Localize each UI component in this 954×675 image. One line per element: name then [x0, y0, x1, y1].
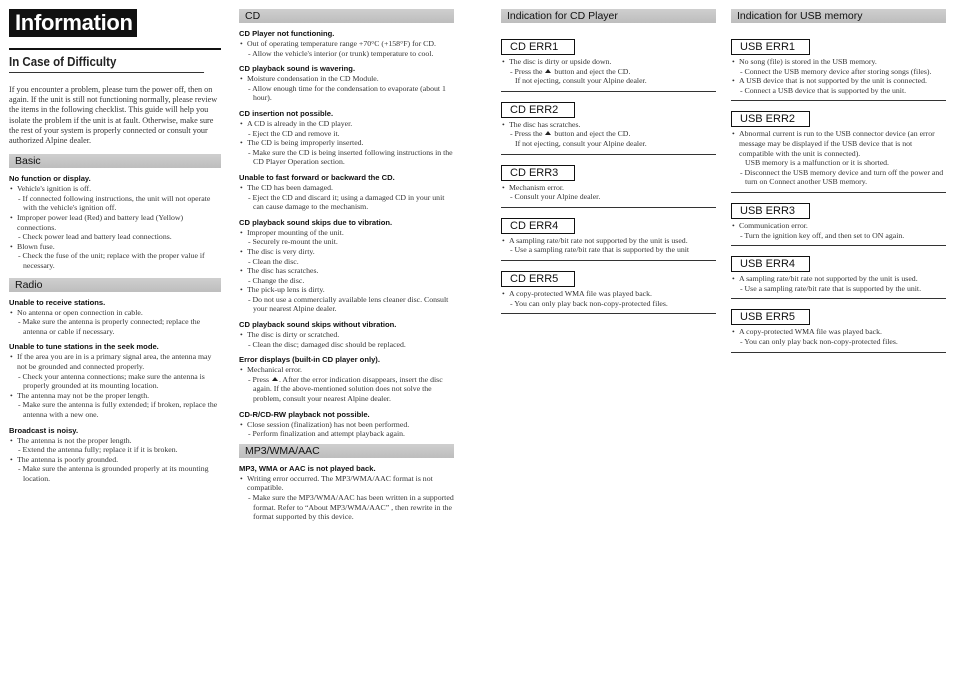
cause-item: • The disc has scratches.	[501, 120, 716, 130]
remedy-line: - Change the disc.	[248, 275, 305, 285]
error-code-box: CD ERR2	[501, 102, 575, 118]
remedy-line: - Do not use a commercially available lens cleaner disc. Consult your nearest Alpine dealer.	[248, 294, 449, 314]
cause-item: • No song (file) is stored in the USB memory.	[731, 57, 946, 67]
section-bar-radio: Radio	[9, 278, 221, 292]
cause-item: • Moisture condensation in the CD Module.	[239, 74, 454, 84]
error-description	[731, 327, 946, 346]
section-bar-basic: Basic	[9, 154, 221, 168]
cause-item: • A CD is already in the CD player.	[239, 119, 454, 129]
remedy-text: - Press the	[510, 129, 545, 139]
error-description	[731, 274, 946, 293]
error-code-box: CD ERR1	[501, 39, 575, 55]
cause-item: • Blown fuse.	[9, 242, 221, 252]
error-description	[501, 57, 716, 86]
error-block	[501, 214, 716, 261]
cause-item: • The pick-up lens is dirty.	[239, 285, 454, 295]
cause-item: • A sampling rate/bit rate not supported by the unit is used.	[501, 236, 716, 246]
error-code-box: CD ERR3	[501, 165, 575, 181]
cause-item: • The antenna is poorly grounded.	[9, 455, 221, 465]
problem-heading: CD Player not functioning.	[239, 29, 335, 38]
eject-icon	[545, 69, 551, 73]
remedy-line	[239, 375, 454, 404]
cd-section	[239, 29, 454, 439]
error-code-box: USB ERR5	[731, 309, 810, 325]
section-bar-usb-indication: Indication for USB memory	[731, 9, 946, 23]
problem-heading: MP3, WMA or AAC is not played back.	[239, 463, 376, 473]
remedy-line: - Clean the disc.	[248, 256, 299, 266]
problem-heading: No function or display.	[9, 174, 91, 184]
basic-section	[9, 174, 221, 270]
remedy-text: . After the error indication disappears, insert the disc again. If the above-mentioned solution does not solve the problem, consult your nearest Alpine dealer.	[253, 374, 443, 404]
remedy-line: - Allow the vehicle's interior (or trunk) temperature to cool.	[248, 48, 434, 58]
cause-item: • A copy-protected WMA file was played back.	[501, 289, 716, 299]
error-block	[501, 98, 716, 155]
section-bar-mp3: MP3/WMA/AAC	[239, 444, 454, 458]
error-code-box: CD ERR4	[501, 218, 575, 234]
remedy-line: USB memory is a malfunction or it is shorted.	[745, 158, 890, 168]
remedy-line: - Check the fuse of the unit; replace with the proper value if necessary.	[18, 251, 205, 270]
error-block	[501, 161, 716, 208]
problem-heading: CD-R/CD-RW playback not possible.	[239, 409, 370, 419]
error-code-box: USB ERR3	[731, 203, 810, 219]
error-block	[501, 35, 716, 92]
error-code-box: USB ERR4	[731, 256, 810, 272]
title-divider	[9, 48, 221, 50]
cause-item: • If the area you are in is a primary signal area, the antenna may not be grounded and connected properly.	[9, 352, 221, 371]
problem-heading: CD playback sound skips without vibration.	[239, 320, 397, 330]
problem-heading: Broadcast is noisy.	[9, 425, 79, 435]
remedy-line: - Disconnect the USB memory device and turn off the power and turn on Connect another USB memory.	[740, 167, 944, 187]
error-code-box: CD ERR5	[501, 271, 575, 287]
cause-item: • The disc is very dirty.	[239, 247, 454, 257]
cause-item: • Mechanical error.	[239, 365, 454, 375]
error-block	[731, 35, 946, 101]
cause-item: • Mechanism error.	[501, 183, 716, 193]
remedy-line: If not ejecting, consult your Alpine dealer.	[515, 76, 647, 86]
cause-item: • The CD is being improperly inserted.	[239, 138, 454, 148]
cause-item: • No antenna or open connection in cable.	[9, 308, 221, 318]
remedy-line: - Turn the ignition key off, and then set to ON again.	[740, 230, 905, 240]
error-block	[501, 267, 716, 314]
cause-item: • Improper mounting of the unit.	[239, 228, 454, 238]
cause-item: • Improper power lead (Red) and battery lead (Yellow) connections.	[9, 213, 221, 232]
cause-item: • Vehicle's ignition is off.	[9, 184, 221, 194]
remedy-line: - Allow enough time for the condensation to evaporate (about 1 hour).	[248, 83, 446, 103]
cause-item: • A copy-protected WMA file was played back.	[731, 327, 946, 337]
section-heading: In Case of Difficulty	[9, 55, 204, 73]
remedy-text: - Press the	[510, 66, 545, 76]
remedy-line: - Connect a USB device that is supported by the unit.	[740, 85, 907, 95]
cause-item: • The disc has scratches.	[239, 266, 454, 276]
error-code-box: USB ERR2	[731, 111, 810, 127]
page-title: Information	[9, 9, 137, 37]
cause-item: • Writing error occurred. The MP3/WMA/AAC format is not compatible.	[239, 474, 454, 493]
cause-item: • The disc is dirty or scratched.	[239, 330, 454, 340]
remedy-line: If not ejecting, consult your Alpine dealer.	[515, 138, 647, 148]
cause-item: • The antenna may not be the proper length.	[9, 391, 221, 401]
remedy-line: - Make sure the antenna is fully extended; if broken, replace the antenna with a new one.	[18, 400, 218, 419]
intro-paragraph: If you encounter a problem, please turn the power off, then on again. If the unit is still not functioning normally, please review the items in the following checklist. This guide will help you isolate the problem if the unit is at fault. Otherwise, make sure the rest of your system is properly connected or consult your authorized Alpine dealer.	[9, 85, 218, 146]
cause-item: • The CD has been damaged.	[239, 183, 454, 193]
remedy-line: - Check power lead and battery lead connections.	[18, 232, 172, 242]
remedy-line: - If connected following instructions, the unit will not operate with the vehicle's ignition off.	[18, 193, 211, 213]
cause-item: • A USB device that is not supported by the unit is connected.	[731, 76, 946, 86]
error-block	[731, 305, 946, 352]
error-code-box: USB ERR1	[731, 39, 810, 55]
cause-item: • The antenna is not the proper length.	[9, 436, 221, 446]
problem-heading: Unable to receive stations.	[9, 297, 106, 307]
error-description	[501, 120, 716, 149]
remedy-line: - Eject the CD and discard it; using a damaged CD in your unit can cause damage to the mechanism.	[248, 192, 445, 212]
error-block	[731, 107, 946, 193]
cause-item: • Abnormal current is run to the USB connector device (an error message may be displayed if the USB device that is not compatible with the unit is connected).	[731, 129, 946, 158]
problem-heading: Error displays (built-in CD player only).	[239, 355, 380, 365]
cause-item: • Out of operating temperature range +70°C (+158°F) for CD.	[239, 39, 454, 49]
radio-section	[9, 298, 221, 484]
problem-heading: Unable to tune stations in the seek mode.	[9, 342, 159, 352]
remedy-line: - You can only play back non-copy-protected files.	[510, 298, 668, 308]
remedy-line: - Use a sampling rate/bit rate that is supported by the unit.	[740, 283, 922, 293]
cause-item: • A sampling rate/bit rate not supported by the unit is used.	[731, 274, 946, 284]
remedy-line: - Make sure the antenna is grounded properly at its mounting location.	[18, 464, 209, 483]
problem-heading: CD playback sound is wavering.	[239, 64, 356, 74]
remedy-line: - Consult your Alpine dealer.	[510, 192, 601, 202]
error-description	[501, 289, 716, 308]
error-description	[731, 57, 946, 95]
error-block	[731, 252, 946, 299]
column-cd-errors	[501, 9, 716, 320]
remedy-text: button and eject the CD.	[552, 129, 631, 139]
remedy-line: - Perform finalization and attempt playback again.	[248, 429, 405, 439]
mp3-section	[239, 464, 454, 522]
remedy-line: - Clean the disc; damaged disc should be replaced.	[248, 339, 406, 349]
problem-heading: CD playback sound skips due to vibration.	[239, 217, 393, 227]
eject-icon	[545, 131, 551, 135]
section-bar-cd: CD	[239, 9, 454, 23]
cause-item: • Communication error.	[731, 221, 946, 231]
cause-item: • Close session (finalization) has not been performed.	[239, 420, 454, 430]
remedy-text: - Press	[248, 374, 271, 384]
error-description	[731, 221, 946, 240]
section-bar-cd-indication: Indication for CD Player	[501, 9, 716, 23]
remedy-line: - Eject the CD and remove it.	[248, 128, 340, 138]
remedy-line	[501, 67, 716, 77]
remedy-line: - Use a sampling rate/bit rate that is supported by the unit	[510, 245, 690, 255]
remedy-line: - Check your antenna connections; make sure the antenna is properly grounded at its mounting location.	[18, 371, 205, 391]
remedy-line: - Connect the USB memory device after storing songs (files).	[740, 66, 932, 76]
error-block	[731, 199, 946, 246]
error-description	[501, 183, 716, 202]
problem-heading: CD insertion not possible.	[239, 108, 334, 118]
error-description	[731, 129, 946, 187]
column-cd	[239, 9, 454, 522]
cause-item: • The disc is dirty or upside down.	[501, 57, 716, 67]
remedy-line	[501, 129, 716, 139]
remedy-line: - Make sure the antenna is properly connected; replace the antenna or cable if necessary.	[18, 317, 201, 336]
remedy-line: - Securely re-mount the unit.	[248, 237, 338, 247]
usb-error-list	[731, 35, 946, 353]
remedy-text: button and eject the CD.	[552, 66, 631, 76]
remedy-line: - Make sure the MP3/WMA/AAC has been written in a supported format. Refer to “About MP3/WMA/AAC” , then rewrite in the format supported by this device.	[248, 493, 454, 522]
eject-icon	[272, 377, 278, 381]
remedy-line: - Make sure the CD is being inserted following instructions in the CD Player Operation section.	[248, 147, 453, 167]
problem-heading: Unable to fast forward or backward the CD.	[239, 172, 395, 182]
remedy-line: - You can only play back non-copy-protected files.	[740, 336, 898, 346]
remedy-line: - Extend the antenna fully; replace it if it is broken.	[18, 445, 178, 455]
column-usb-errors	[731, 9, 946, 359]
error-description	[501, 236, 716, 255]
column-introduction	[9, 9, 221, 483]
cd-error-list	[501, 35, 716, 314]
